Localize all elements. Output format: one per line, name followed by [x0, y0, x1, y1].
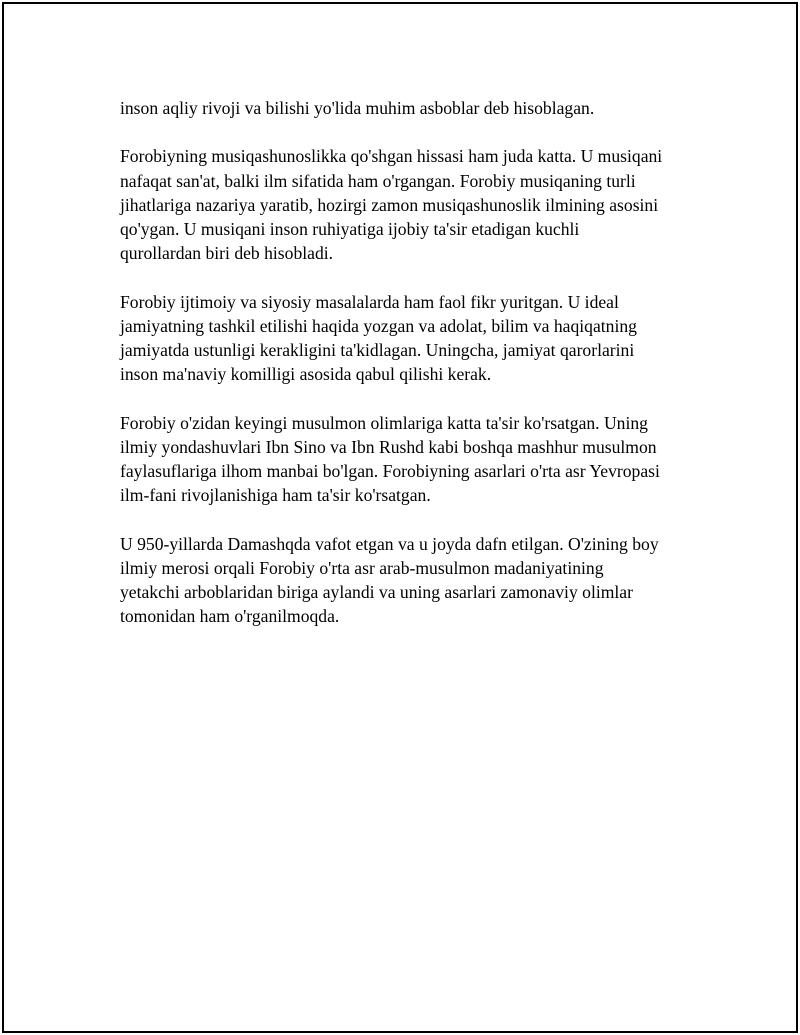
paragraph — [120, 411, 704, 508]
text-line: yetakchi arboblaridan biriga aylandi va uning asarlari zamonaviy olimlar — [120, 582, 633, 602]
text-line: Forobiy o'zidan keyingi musulmon olimlariga katta ta'sir ko'rsatgan. Uning — [120, 412, 648, 433]
text-line: qo'ygan. U musiqani inson ruhiyatiga ijobiy ta'sir etadigan kuchli — [120, 219, 580, 239]
paragraph — [120, 96, 704, 120]
text-line: Forobiyning musiqashunoslikka qo'shgan hissasi ham juda katta. U musiqani — [120, 146, 663, 167]
text-line: ilmiy merosi orqali Forobiy o'rta asr arab-musulmon madaniyatining — [120, 557, 604, 578]
paragraph — [120, 532, 704, 629]
document-body — [120, 96, 704, 653]
text-line: ilmiy yondashuvlari Ibn Sino va Ibn Rushd kabi boshqa mashhur musulmon — [120, 436, 657, 457]
text-line: Forobiy ijtimoiy va siyosiy masalalarda ham faol fikr yuritgan. U ideal — [120, 291, 619, 312]
text-line: faylasuflariga ilhom manbai bo'lgan. Forobiyning asarlari o'rta asr Yevropasi — [120, 461, 660, 481]
text-line: ilm-fani rivojlanishiga ham ta'sir ko'rsatgan. — [120, 485, 431, 506]
text-line: U 950-yillarda Damashqda vafot etgan va u joyda dafn etilgan. O'zining boy — [120, 533, 659, 554]
text-line: inson aqliy rivoji va bilishi yo'lida muhim asboblar deb hisoblagan. — [120, 98, 595, 118]
text-line: tomonidan ham o'rganilmoqda. — [120, 606, 340, 627]
text-line: jihatlariga nazariya yaratib, hozirgi zamon musiqashunoslik ilmining asosini — [120, 194, 659, 215]
paragraph — [120, 144, 704, 265]
text-line: inson ma'naviy komilligi asosida qabul qilishi kerak. — [120, 364, 492, 385]
text-line: qurollardan biri deb hisobladi. — [120, 243, 334, 264]
paragraph — [120, 290, 704, 387]
page-frame — [2, 2, 798, 1033]
text-line: jamiyatning tashkil etilishi haqida yozgan va adolat, bilim va haqiqatning — [120, 315, 637, 336]
text-line: jamiyatda ustunligi kerakligini ta'kidlagan. Uningcha, jamiyat qarorlarini — [120, 340, 635, 360]
text-line: nafaqat san'at, balki ilm sifatida ham o'rgangan. Forobiy musiqaning turli — [120, 170, 636, 191]
